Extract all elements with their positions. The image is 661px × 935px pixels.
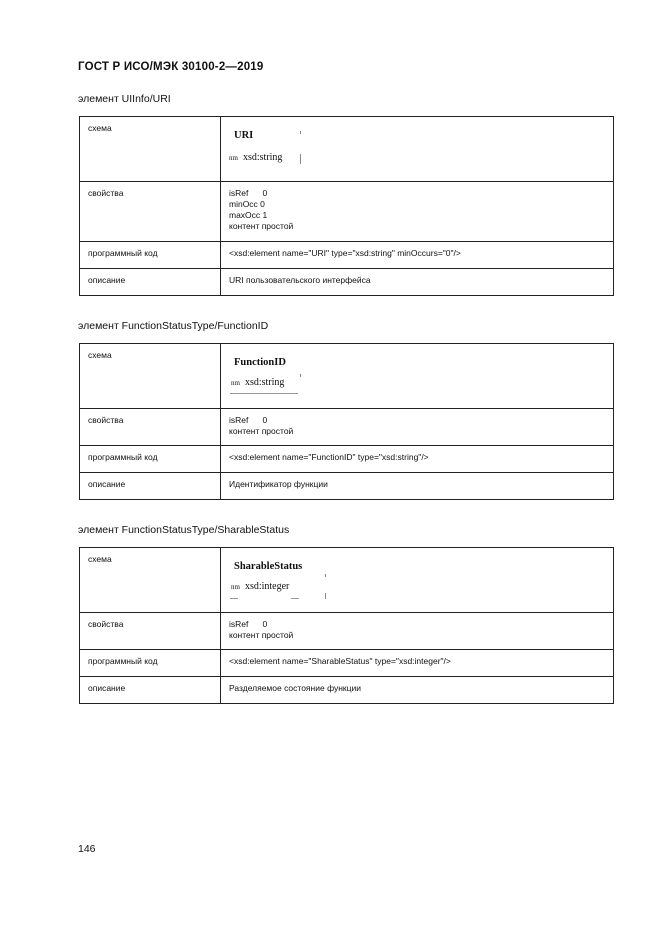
property-line: контент простой xyxy=(229,221,294,231)
element-table-uri xyxy=(79,116,614,296)
description-row xyxy=(80,269,614,296)
code-row xyxy=(80,446,614,473)
row-label-schema: схема xyxy=(80,548,221,613)
schema-type xyxy=(231,377,284,389)
property-line: maxOcc 1 xyxy=(229,210,268,220)
code-cell: <xsd:element name="SharableStatus" type="xsd:integer"/> xyxy=(221,650,614,677)
row-label-code: программный код xyxy=(80,242,221,269)
property-line: isRef 0 xyxy=(229,415,268,425)
schema-row xyxy=(80,344,614,409)
row-label-properties: свойства xyxy=(80,613,221,650)
properties-cell xyxy=(221,409,614,446)
property-line: isRef 0 xyxy=(229,188,268,198)
schema-namespace: nm xyxy=(231,583,240,591)
schema-diagram xyxy=(221,344,613,408)
property-line: isRef 0 xyxy=(229,619,268,629)
schema-element-name: SharableStatus xyxy=(234,561,303,572)
schema-box-mark xyxy=(325,593,326,599)
document-header: ГОСТ Р ИСО/МЭК 30100-2—2019 xyxy=(78,61,264,73)
schema-type xyxy=(231,581,289,593)
properties-row xyxy=(80,613,614,650)
element-table-functionid xyxy=(79,343,614,500)
description-cell: Разделяемое состояние функции xyxy=(221,677,614,704)
property-line: контент простой xyxy=(229,630,294,640)
code-cell: <xsd:element name="URI" type="xsd:string" minOccurs="0"/> xyxy=(221,242,614,269)
schema-box-bottom xyxy=(291,598,299,599)
schema-row xyxy=(80,548,614,613)
row-label-schema: схема xyxy=(80,117,221,182)
properties-cell xyxy=(221,182,614,242)
properties-row xyxy=(80,409,614,446)
row-label-schema: схема xyxy=(80,344,221,409)
description-row xyxy=(80,473,614,500)
property-line: minOcc 0 xyxy=(229,199,265,209)
page-number: 146 xyxy=(78,843,96,855)
element-caption: элемент FunctionStatusType/SharableStatus xyxy=(78,524,290,536)
schema-row xyxy=(80,117,614,182)
schema-type-name: xsd:string xyxy=(242,152,283,163)
row-label-description: описание xyxy=(80,677,221,704)
properties-cell xyxy=(221,613,614,650)
row-label-code: программный код xyxy=(80,650,221,677)
schema-type-name: xsd:integer xyxy=(244,581,290,592)
schema-box-bottom xyxy=(230,598,238,599)
schema-element-name: URI xyxy=(234,130,254,141)
element-caption: элемент UIInfo/URI xyxy=(78,93,171,105)
property-line: контент простой xyxy=(229,426,294,436)
schema-box-mark xyxy=(300,131,301,134)
row-label-code: программный код xyxy=(80,446,221,473)
schema-box-mark xyxy=(300,374,301,377)
code-row xyxy=(80,242,614,269)
schema-box-mark xyxy=(325,574,326,577)
schema-element-name: FunctionID xyxy=(234,357,286,368)
schema-type-name: xsd:string xyxy=(244,377,285,388)
row-label-description: описание xyxy=(80,269,221,296)
schema-diagram xyxy=(221,548,613,612)
schema-type xyxy=(229,152,282,164)
element-table-sharablestatus xyxy=(79,547,614,704)
schema-diagram xyxy=(221,117,613,181)
row-label-description: описание xyxy=(80,473,221,500)
schema-box-bottom xyxy=(230,393,298,394)
properties-row xyxy=(80,182,614,242)
schema-namespace: nm xyxy=(231,379,240,387)
code-row xyxy=(80,650,614,677)
row-label-properties: свойства xyxy=(80,182,221,242)
schema-box-mark xyxy=(300,154,301,164)
description-row xyxy=(80,677,614,704)
element-caption: элемент FunctionStatusType/FunctionID xyxy=(78,320,269,332)
description-cell: URI пользовательского интерфейса xyxy=(221,269,614,296)
row-label-properties: свойства xyxy=(80,409,221,446)
description-cell: Идентификатор функции xyxy=(221,473,614,500)
schema-namespace: nm xyxy=(229,154,238,162)
code-cell: <xsd:element name="FunctionID" type="xsd:string"/> xyxy=(221,446,614,473)
